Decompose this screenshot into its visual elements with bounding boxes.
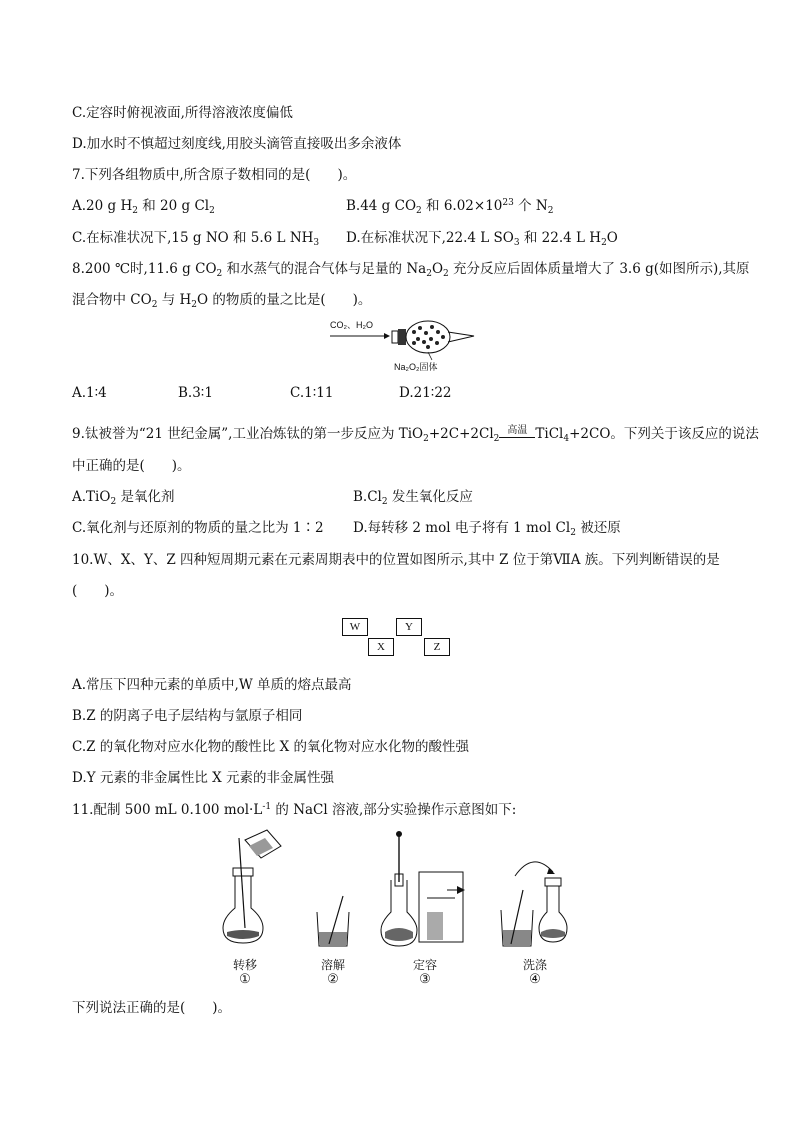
q10-option-b: B.Z 的阴离子电子层结构与氩原子相同 (72, 708, 303, 724)
q9-option-c: C.氧化剂与还原剂的物质的量之比为 1∶2 (72, 520, 324, 536)
transfer-illustration (223, 830, 281, 943)
cell-z: Z (424, 638, 450, 656)
reaction-condition-arrow: 高温 (499, 426, 535, 444)
step-num-4: ④ (529, 972, 541, 987)
q8-stem-line1: 8.200 ℃时,11.6 g $CO_2$ 和水蒸气的混合气体与足量的 $Na_2O_2$ 充分反应后固体质量增大了 3.6 g(如图所示),其原 (72, 261, 750, 279)
q9-option-b: $B.Cl_2$ 发生氧化反应 (353, 489, 473, 507)
q9-option-d: D.每转移 2 mol 电子将有 1 mol $Cl_2$ 被还原 (353, 520, 621, 538)
q7-option-c: C.在标准状况下,15 g NO 和 5.6 L $NH_3$ (72, 230, 320, 248)
q10-option-c: C.Z 的氧化物对应水化物的酸性比 X 的氧化物对应水化物的酸性强 (72, 739, 470, 755)
step-label-wash: 洗涤 (522, 958, 547, 972)
lab-operations-svg (215, 828, 585, 956)
step-num-2: ② (327, 972, 339, 987)
q6-option-d: D.加水时不慎超过刻度线,用胶头滴管直接吸出多余液体 (72, 136, 402, 152)
q8-stem-line2: 混合物中 $CO_2$ 与 $H_2O$ 的物质的量之比是( )。 (72, 292, 372, 310)
q7-stem: 7.下列各组物质中,所含原子数相同的是( )。 (72, 167, 357, 183)
q8-apparatus-figure (328, 314, 478, 376)
lab-operations-figure (215, 828, 585, 988)
q10-stem-line1: 10.W、X、Y、Z 四种短周期元素在元素周期表中的位置如图所示,其中 Z 位于第ⅦA 族。下列判断错误的是 (72, 552, 720, 568)
step-label-dissolve: 溶解 (320, 958, 345, 972)
step-num-3: ③ (419, 972, 431, 987)
step-label-transfer: 转移 (232, 958, 257, 972)
q8-solid-label: Na₂O₂固体 (394, 362, 438, 372)
q11-stem: 11.配制 500 mL 0.100 $mol\cdot L^{-1}$ 的 NaCl 溶液,部分实验操作示意图如下: (72, 802, 517, 818)
q7-option-a: A.20 g $H_2$ 和 20 g $Cl_2$ (72, 198, 215, 216)
q8-option-c: C.1∶11 (290, 385, 334, 401)
q8-option-d: D.21∶22 (399, 385, 452, 401)
q8-option-a: A.1∶4 (72, 385, 107, 401)
cell-x: X (368, 638, 394, 656)
q8-gas-label: CO₂、H₂O (330, 320, 373, 330)
cell-y: Y (396, 618, 422, 636)
q11-tail: 下列说法正确的是( )。 (72, 1000, 232, 1016)
q6-option-c: C.定容时俯视液面,所得溶液浓度偏低 (72, 105, 293, 121)
q7-option-b: B.44 g $CO_2$ 和 $6.02\times 10^{23}$ 个 $N_2$ (346, 198, 554, 216)
q10-option-d: D.Y 元素的非金属性比 X 元素的非金属性强 (72, 770, 335, 786)
q9-stem-line2: 中正确的是( )。 (72, 458, 191, 474)
q10-stem-line2: ( )。 (72, 583, 124, 599)
dissolve-illustration (317, 896, 349, 946)
q10-option-a: A.常压下四种元素的单质中,W 单质的熔点最高 (72, 677, 352, 693)
constant-volume-illustration (381, 831, 465, 946)
q7-option-d: D.在标准状况下,22.4 L $SO_3$ 和 22.4 L $H_2O$ (346, 230, 618, 248)
cell-w: W (342, 618, 368, 636)
step-num-1: ① (239, 972, 251, 987)
q9-stem-line1: 9.钛被誉为“21 世纪金属”,工业冶炼钛的第一步反应为 $TiO_2+2C+2Cl_2$ 高温 TiCl$_4$+2CO。下列关于该反应的说法 (72, 424, 759, 444)
q8-option-b: B.3∶1 (178, 385, 213, 401)
wash-illustration (501, 862, 567, 946)
periodic-table-figure (340, 618, 452, 658)
step-label-constant-volume: 定容 (412, 958, 437, 972)
q9-option-a: A.TiO$_2$ 是氧化剂 (72, 489, 175, 507)
